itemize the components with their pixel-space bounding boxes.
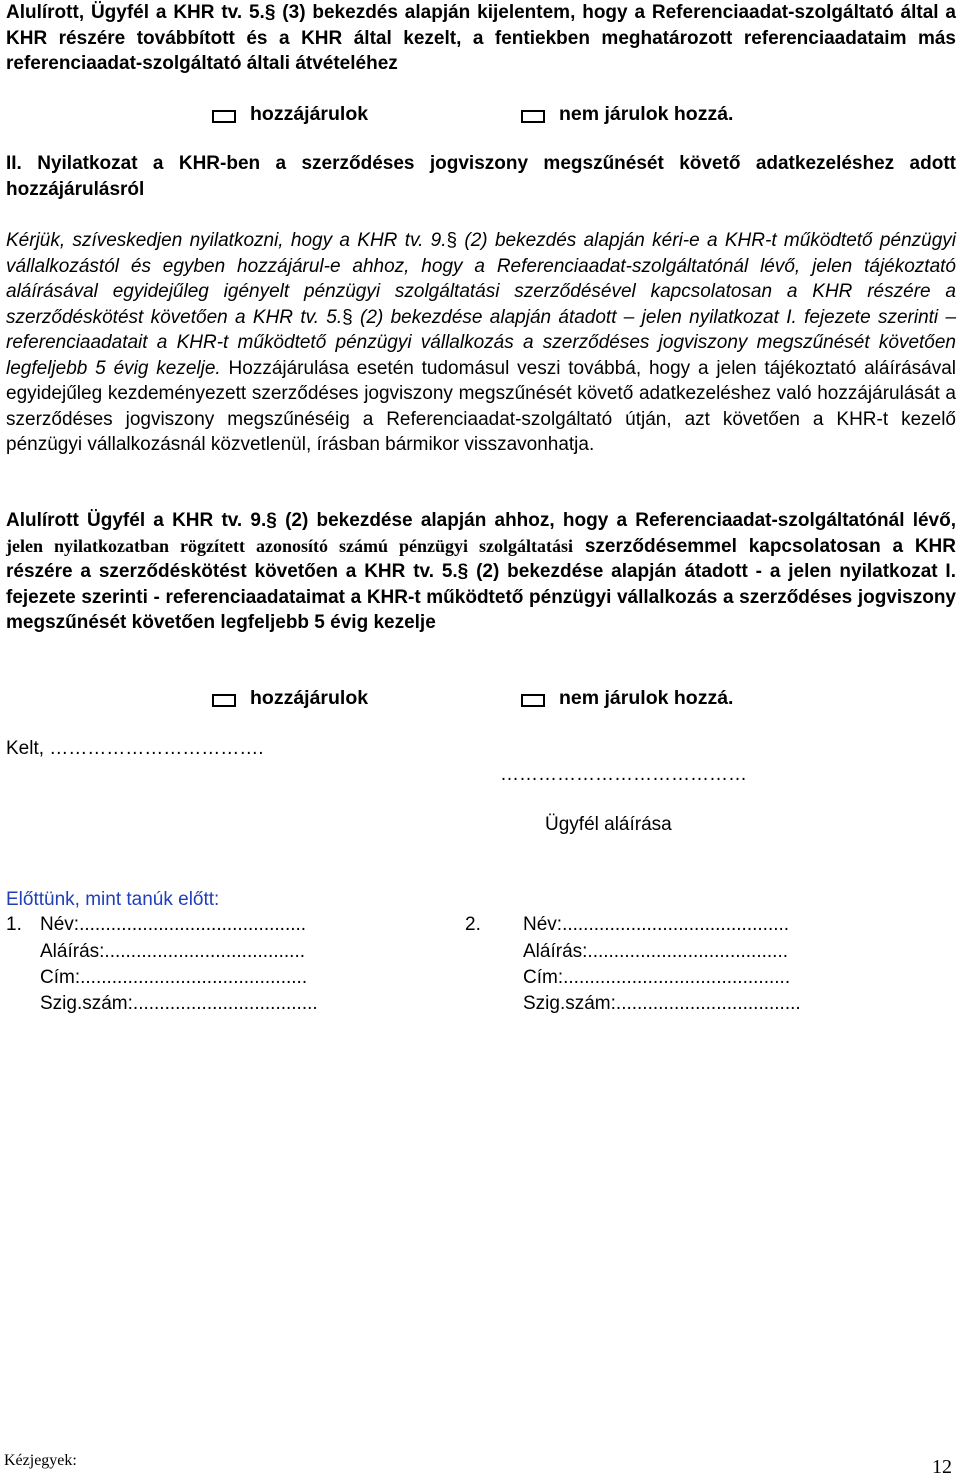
consent-paragraph-1 xyxy=(6,0,956,77)
para1-text-b: (3) bekezdés alapján kijelentem, hogy a Referenciaadat-szolgáltató által a KHR részére továbbított és a KHR által kezelt, a fentiekben meghatározott referenciaadataim más referenciaadat-szolgáltató általi átvételéhez xyxy=(6,2,956,74)
section-sign: § xyxy=(457,561,469,582)
para3-text-e: (2) bekezdése alapján átadott - a jelen nyilatkozat I. fejezete szerinti - referenciaadataimat a KHR-t működtető pénzügyi vállalkozás a szerződéses jogviszony megszűnését követően legfeljebb 5 évig kezelje xyxy=(6,561,956,633)
witness-1-signature[interactable]: Aláírás:...................................... xyxy=(40,941,306,962)
option-agree-label: hozzájárulok xyxy=(250,687,369,709)
checkbox-icon[interactable] xyxy=(521,110,545,123)
witness-2-signature[interactable]: Aláírás:...................................... xyxy=(523,941,789,962)
section-sign: § xyxy=(342,306,353,328)
checkbox-icon[interactable] xyxy=(521,694,545,707)
para3-text-b: (2) bekezdése alapján ahhoz, hogy a Referenciaadat-szolgáltatónál lévő, xyxy=(285,510,956,531)
section-2-title: II. Nyilatkozat a KHR-ben a szerződéses jogviszony megszűnését követő adatkezeléshez adott hozzájárulásról xyxy=(6,153,956,200)
section-sign: § xyxy=(264,2,276,23)
witness-2-address[interactable]: Cím:........................................... xyxy=(523,967,791,988)
witness-1-name[interactable]: Név:........................................... xyxy=(40,914,307,935)
option-agree-label: hozzájárulok xyxy=(250,103,369,125)
checkbox-icon[interactable] xyxy=(212,694,236,707)
signature-line[interactable]: ………………………………… xyxy=(500,764,747,785)
para2-text-b: (2) bekezdés alapján kéri-e a KHR-t működtető pénzügyi vállalkozástól és egyben hozzájárul-e ahhoz, hogy a Referenciaadat-szolgáltatónál lévő, jelen tájékoztató aláírásával egyidejűleg igényelt pénzügyi szolgáltatási szerződésével kapcsolatosan a KHR részére a szerződéskötést követően a KHR tv. 5. xyxy=(6,230,956,328)
para1-text-a: Alulírott, Ügyfél a KHR tv. 5. xyxy=(6,2,265,23)
witness-title: Előttünk, mint tanúk előtt: xyxy=(6,889,220,910)
signature-label: Ügyfél aláírása xyxy=(545,814,672,835)
option-disagree-label: nem járulok hozzá. xyxy=(559,103,734,125)
witness-1-address[interactable]: Cím:........................................... xyxy=(40,967,308,988)
checkbox-icon[interactable] xyxy=(212,110,236,123)
para2-text-a: Kérjük, szíveskedjen nyilatkozni, hogy a KHR tv. 9. xyxy=(6,230,447,251)
para3-text-a: Alulírott Ügyfél a KHR tv. 9. xyxy=(6,510,267,531)
para3-text-c: jelen nyilatkozatban rögzített azonosító számú pénzügyi szolgáltatási xyxy=(6,535,574,556)
consent-paragraph-2 xyxy=(6,228,956,458)
section-sign: § xyxy=(266,510,277,531)
option-disagree-1[interactable] xyxy=(521,102,733,126)
witness-1-id-number[interactable]: Szig.szám:................................... xyxy=(40,993,318,1014)
option-disagree-2[interactable] xyxy=(521,686,733,710)
para2-text-c: (2) bekezdése alapján átadott – jelen nyilatkozat I. fejezete szerinti – referenciaadatait a KHR-t működtető pénzügyi vállalkozás a szerződéses jogviszony megszűnését követően legfeljebb 5 évig kezelje. xyxy=(6,306,957,379)
witness-1-number: 1. xyxy=(6,914,22,935)
option-agree-2[interactable] xyxy=(212,686,368,710)
consent-paragraph-3 xyxy=(6,508,956,636)
para3-text-d: szerződésemmel kapcsolatosan a KHR részére a szerződéskötést követően a KHR tv. 5. xyxy=(6,535,957,582)
para2-text-d: Hozzájárulása esetén tudomásul veszi továbbá, hogy a jelen tájékoztató aláírásával egyidejűleg kezdeményezett szerződéses jogviszony megszűnését követő adatkezeléshez való hozzájárulását a szerződéses jogviszony megszűnéséig a Referenciaadat-szolgáltató útján, azt követően a KHR-t kezelő pénzügyi vállalkozásnál közvetlenül, írásban bármikor visszavonhatja. xyxy=(6,357,956,455)
date-place-field[interactable]: Kelt, ……………………………. xyxy=(6,738,264,759)
witness-2-id-number[interactable]: Szig.szám:................................... xyxy=(523,993,801,1014)
witness-2-name[interactable]: Név:........................................... xyxy=(523,914,790,935)
option-disagree-label: nem járulok hozzá. xyxy=(559,687,734,709)
witness-2-number: 2. xyxy=(465,914,481,935)
page-number: 12 xyxy=(932,1456,952,1478)
initials-label: Kézjegyek: xyxy=(4,1452,77,1469)
option-agree-1[interactable] xyxy=(212,102,368,126)
section-sign: § xyxy=(446,230,458,251)
